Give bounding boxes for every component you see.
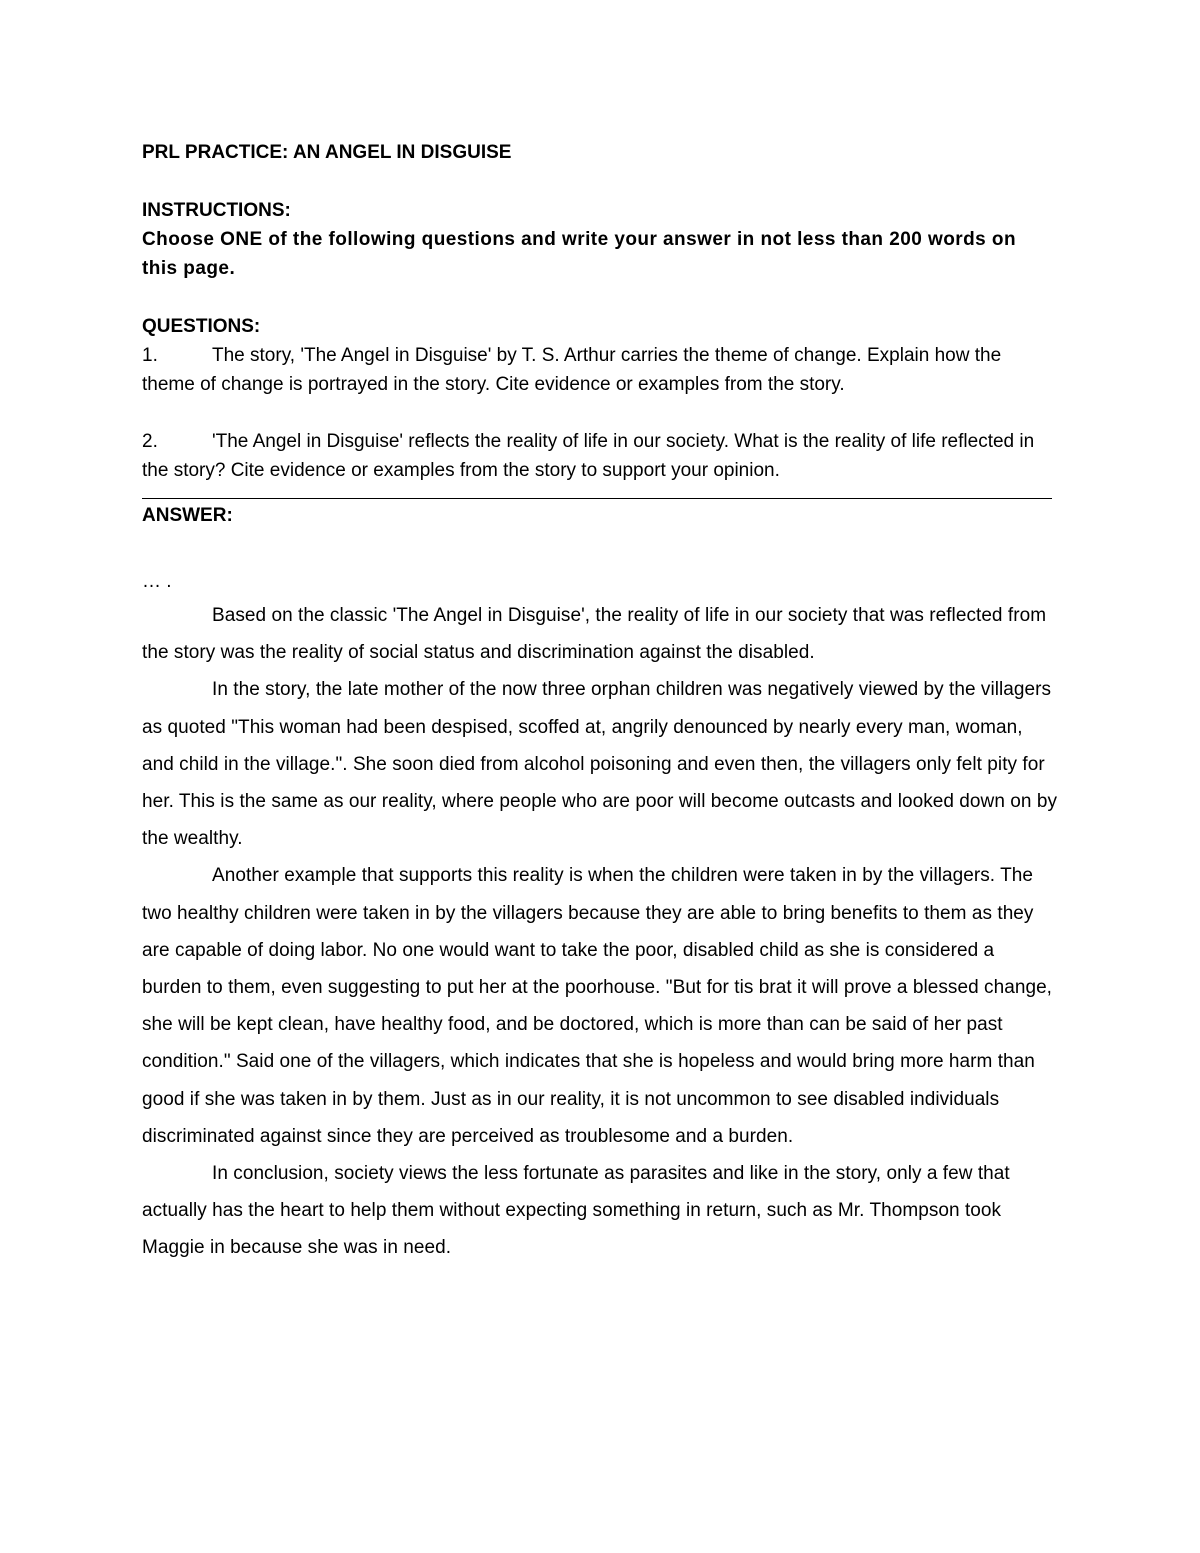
- question-number: 2.: [142, 431, 158, 452]
- answer-paragraph-2: In the story, the late mother of the now three orphan children was negatively viewed by the villagers as quoted "This woman had been despised, scoffed at, angrily denounced by nearly every man, woman, and child in the village.". She soon died from alcohol poisoning and even then, the villagers only felt pity for her. This is the same as our reality, where people who are poor will become outcasts and looked down on by the wealthy.: [142, 679, 1057, 850]
- separator-line: [142, 485, 1052, 499]
- answer-paragraph-1: Based on the classic 'The Angel in Disguise', the reality of life in our society that was reflected from the story was the reality of social status and discrimination against the disabled.: [142, 605, 1047, 664]
- answer-body: [142, 597, 1057, 1267]
- answer-paragraph-4: In conclusion, society views the less fortunate as parasites and like in the story, only a few that actually has the heart to help them without expecting something in return, such as Mr. Thompson took Maggie in because she was in need.: [142, 1163, 1010, 1259]
- instructions-text: Choose ONE of the following questions and write your answer in not less than 200 words on this page.: [142, 229, 1017, 279]
- question-number: 1.: [142, 345, 158, 366]
- question-item-1: [142, 341, 1057, 399]
- document-page: [142, 138, 1057, 1267]
- answer-ellipsis: … .: [142, 571, 172, 592]
- document-title: PRL PRACTICE: AN ANGEL IN DISGUISE: [142, 142, 512, 163]
- question-text: 'The Angel in Disguise' reflects the reality of life in our society. What is the reality of life reflected in the story? Cite evidence or examples from the story to support your opinion.: [142, 431, 1035, 481]
- question-text: The story, 'The Angel in Disguise' by T. S. Arthur carries the theme of change. Explain how the theme of change is portrayed in the story. Cite evidence or examples from the story.: [142, 345, 1002, 395]
- questions-label: QUESTIONS:: [142, 316, 261, 337]
- answer-paragraph-3: Another example that supports this reality is when the children were taken in by the villagers. The two healthy children were taken in by the villagers because they are able to bring benefits to them as they are capable of doing labor. No one would want to take the poor, disabled child as she is considered a burden to them, even suggesting to put her at the poorhouse. "But for tis brat it will prove a blessed change, she will be kept clean, have healthy food, and be doctored, which is more than can be said of her past condition." Said one of the villagers, which indicates that she is hopeless and would bring more harm than good if she was taken in by them. Just as in our reality, it is not uncommon to see disabled individuals discriminated against since they are perceived as troublesome and a burden.: [142, 865, 1053, 1147]
- question-item-2: [142, 427, 1057, 485]
- answer-label: ANSWER:: [142, 505, 233, 526]
- instructions-label: INSTRUCTIONS:: [142, 200, 291, 221]
